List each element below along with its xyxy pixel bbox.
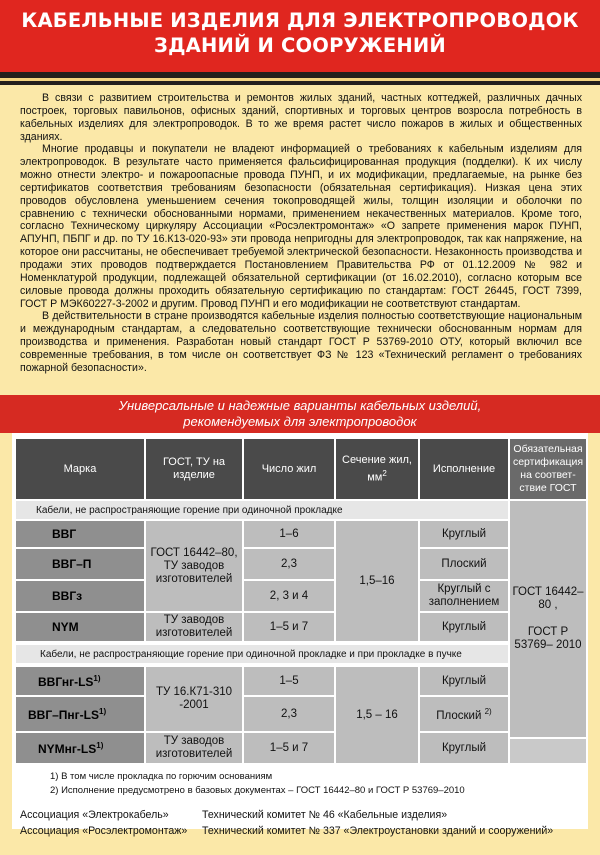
poster-title: [0, 0, 600, 58]
cores-cell: 1–5 и 7: [244, 613, 334, 641]
title-line-2: ЗДАНИЙ И СООРУЖЕНИЙ: [154, 34, 446, 57]
gost-cell-nym-2: ТУ заводов изготовителей: [146, 733, 242, 763]
section-cell-1: 1,5–16: [336, 521, 418, 641]
table-row-mark: [16, 697, 144, 731]
table-title: [0, 395, 600, 430]
cores-cell: 2,3: [244, 549, 334, 579]
title-line-1: КАБЕЛЬНЫЕ ИЗДЕЛИЯ ДЛЯ ЭЛЕКТРОПРОВОДОК: [21, 9, 579, 32]
design-cell: [420, 697, 508, 731]
gost-cell-2: ТУ 16.К71-310 -2001: [146, 667, 242, 731]
body-text: [20, 92, 582, 375]
header-section: [336, 439, 418, 499]
design-cell: Круглый: [420, 613, 508, 641]
cores-cell: 1–5: [244, 667, 334, 695]
cores-cell: 2,3: [244, 697, 334, 731]
poster-header: [0, 0, 600, 72]
mark-text: ВВГ–Пнг-LS$^{1)}$: [28, 706, 107, 722]
footnote: 2) Исполнение предусмотрено в базовых документах – ГОСТ 16442–80 и ГОСТ Р 53769–2010: [50, 785, 465, 796]
table-row-mark: [16, 733, 144, 763]
table-row-mark: ВВГз: [16, 581, 144, 611]
table-title-line-2: рекомендуемых для электропроводок: [183, 414, 417, 429]
design-cell: Круглый: [420, 733, 508, 763]
association-name: Ассоциация «Электрокабель»: [20, 809, 169, 821]
paragraph: В действительности в стране производятся кабельные изделия полностью соответствующие национальным и международным стандартам, а следовательно соответствующие технически обоснованным нормам для производства и применения. Разработан новый стандарт ГОСТ Р 53769-2010 ОТУ, который включил все современные требования, в том числе он соответствует ФЗ № 123 «Технический регламент о требованиях пожарной безопасности».: [20, 310, 582, 374]
section-cell-2: 1,5 – 16: [336, 667, 418, 763]
paragraph: Многие продавцы и покупатели не владеют информацией о требованиях к кабельным изделиям для электропроводок. В результате часто применяется фальсифицированная продукция (подделки). К их числу можно отнести электро- и пожароопасные провода ПУНП, и их модификации, предлагаемые, на рынке без сертификатов соответствия требованиям безопасности (обязательная сертификация). Низкая цена этих проводов обусловлена уменьшением сечения токопроводящей жилы, толщин изоляции и оболочки по сравнению с технически обоснованными нормами, применением некачественных материалов. Кроме того, согласно Техническому циркуляру Ассоциации «Росэлектромонтаж» «О запрете применения марок ПУНП, АПУНП, ПБПГ и др. по ТУ 16.К13-020-93» эти провода непригодны для электропроводок, так как напряжение, на которое они рассчитаны, не обеспечивает требуемой электрической безопасности. Незаконность производства и продажи этих проводов подтверждается Постановлением Правительства РФ от 01.12.2009 № 982 и Номенклатурой продукции, подлежащей обязательной сертификации (от 16.02.2010), согласно которым все силовые провода должны проходить обязательную сертификацию по стандартам: ГОСТ 26445, ГОСТ 7399, ГОСТ Р МЭК60227-3-2002 и другим. Провод ПУНП и его модификации не соответствуют стандартам.: [20, 143, 582, 310]
header-design: Исполнение: [420, 439, 508, 499]
cores-cell: 2, 3 и 4: [244, 581, 334, 611]
group-label-2: Кабели, не распространяющие горение при одиночной прокладке и при прокладке в пучке: [16, 645, 508, 663]
design-cell: Круглый: [420, 667, 508, 695]
table-title-line-1: Универсальные и надежные варианты кабельных изделий,: [118, 398, 482, 413]
cores-cell: 1–5 и 7: [244, 733, 334, 763]
table-row-mark: ВВГ–П: [16, 549, 144, 579]
cable-table: [12, 433, 588, 829]
table-row-mark: NYM: [16, 613, 144, 641]
design-cell: Круглый: [420, 521, 508, 547]
gost-cell-1: ГОСТ 16442–80, ТУ заводов изготовителей: [146, 521, 242, 611]
table-row-mark: [16, 667, 144, 695]
mark-text: NYMнг-LS$^{1)}$: [38, 740, 104, 756]
association-committee: Технический комитет № 46 «Кабельные изделия»: [202, 809, 448, 821]
cert-value-2: ГОСТ Р 53769– 2010: [514, 626, 582, 651]
paragraph: В связи с развитием строительства и ремонтов жилых зданий, частных коттеджей, различных дачных построек, торговых павильонов, офисных зданий, спортивных и торговых центров возросла потребность в кабельных изделиях для электропроводок. В то же время растет число пожаров в жилых и общественных зданиях.: [20, 92, 582, 143]
header-cert: Обязательная сертификация на соответ-ствие ГОСТ: [510, 439, 586, 499]
association-name: Ассоциация «Росэлектромонтаж»: [20, 825, 188, 837]
group-label-1: Кабели, не распространяющие горение при одиночной прокладке: [16, 501, 508, 519]
header-mark: Марка: [16, 439, 144, 499]
design-text: Плоский $^{2)}$: [436, 707, 492, 722]
cert-cell-bottom: [510, 739, 586, 763]
header-cores: Число жил: [244, 439, 334, 499]
gost-cell-nym: ТУ заводов изготовителей: [146, 613, 242, 641]
cert-cell: [510, 501, 586, 737]
header-gost: ГОСТ, ТУ на изделие: [146, 439, 242, 499]
design-cell: Круглый с заполнением: [420, 581, 508, 611]
footnote: 1) В том числе прокладка по горючим основаниям: [50, 771, 273, 782]
cert-value-1: ГОСТ 16442–80 ,: [512, 586, 584, 611]
cores-cell: 1–6: [244, 521, 334, 547]
header-section-text: Сечение жил, $мм^2$: [342, 453, 412, 484]
design-cell: Плоский: [420, 549, 508, 579]
association-committee: Технический комитет № 337 «Электроустановки зданий и сооружений»: [202, 825, 554, 837]
divider-dark-2: [0, 81, 600, 85]
mark-text: ВВГнг-LS$^{1)}$: [38, 673, 101, 689]
table-row-mark: ВВГ: [16, 521, 144, 547]
table-title-band: [0, 395, 600, 433]
